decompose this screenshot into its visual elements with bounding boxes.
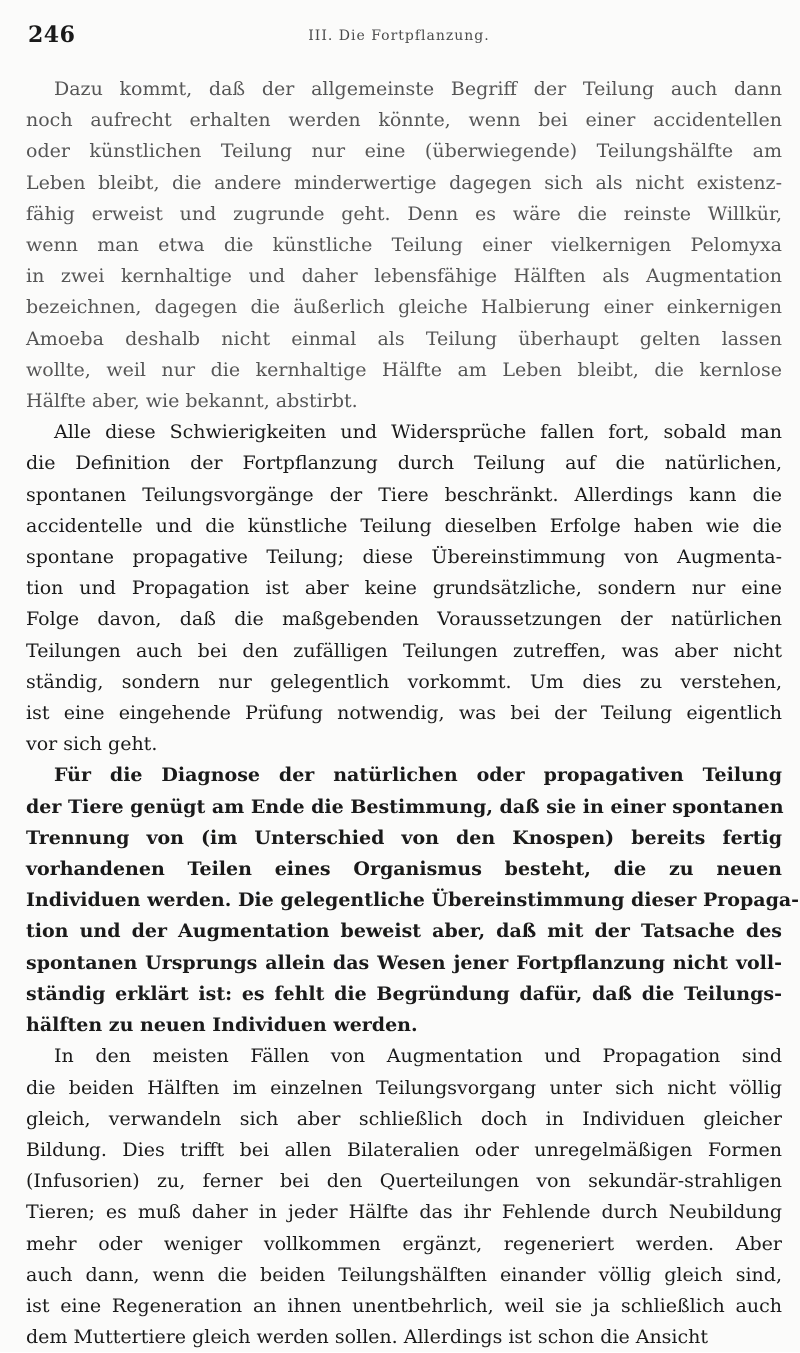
text-line: vorhandenen Teilen eines Organismus besteht, die zu neuen: [26, 858, 782, 881]
paragraph: [26, 74, 782, 417]
text-line: accidentelle und die künstliche Teilung dieselben Erfolge haben wie die: [26, 514, 782, 537]
body-text: [26, 74, 800, 1353]
text-line: Bildung. Dies trifft bei allen Bilateralien oder unregelmäßigen Formen: [26, 1138, 782, 1161]
text-line: oder künstlichen Teilung nur eine (überwiegende) Teilungshälfte am: [26, 140, 782, 163]
text-line: hälften zu neuen Individuen werden.: [26, 1014, 418, 1037]
text-line: mehr oder weniger vollkommen ergänzt, regeneriert werden. Aber: [26, 1232, 782, 1255]
text-line: tion und der Augmentation beweist aber, daß mit der Tatsache des: [26, 920, 782, 943]
text-line: (Infusorien) zu, ferner bei den Querteilungen von sekundär-strahligen: [26, 1170, 782, 1193]
text-line: ist eine Regeneration an ihnen unentbehrlich, weil sie ja schließlich auch: [26, 1294, 782, 1317]
text-line: bezeichnen, dagegen die äußerlich gleiche Halbierung einer einkernigen: [26, 296, 782, 319]
text-line: Hälfte aber, wie bekannt, abstirbt.: [26, 390, 358, 413]
text-line: Individuen werden. Die gelegentliche Übereinstimmung dieser Propaga-: [26, 889, 800, 912]
text-line: Tieren; es muß daher in jeder Hälfte das ihr Fehlende durch Neubildung: [26, 1201, 782, 1224]
text-line: Folge davon, daß die maßgebenden Voraussetzungen der natürlichen: [26, 608, 782, 631]
page-number: 246: [28, 22, 76, 48]
text-line: Alle diese Schwierigkeiten und Widersprüche fallen fort, sobald man: [54, 421, 782, 444]
text-line: spontanen Ursprungs allein das Wesen jener Fortpflanzung nicht voll-: [26, 951, 782, 974]
text-line: Teilungen auch bei den zufälligen Teilungen zutreffen, was aber nicht: [26, 639, 782, 662]
text-line: wollte, weil nur die kernhaltige Hälfte am Leben bleibt, die kernlose: [26, 358, 782, 381]
text-line: dem Muttertiere gleich werden sollen. Allerdings ist schon die Ansicht: [26, 1326, 709, 1349]
text-line: fähig erweist und zugrunde geht. Denn es wäre die reinste Willkür,: [26, 202, 782, 225]
text-line: wenn man etwa die künstliche Teilung einer vielkernigen Pelomyxa: [26, 234, 782, 257]
text-line: ist eine eingehende Prüfung notwendig, was bei der Teilung eigentlich: [26, 702, 782, 725]
text-line: die Definition der Fortpflanzung durch Teilung auf die natürlichen,: [26, 452, 782, 475]
paragraph: [26, 1041, 782, 1353]
text-line: noch aufrecht erhalten werden könnte, wenn bei einer accidentellen: [26, 109, 782, 132]
text-line: der Tiere genügt am Ende die Bestimmung, daß sie in einer spontanen: [26, 795, 784, 818]
text-line: Amoeba deshalb nicht einmal als Teilung überhaupt gelten lassen: [26, 327, 782, 350]
text-line: gleich, verwandeln sich aber schließlich doch in Individuen gleicher: [26, 1107, 782, 1130]
text-line: die beiden Hälften im einzelnen Teilungsvorgang unter sich nicht völlig: [26, 1076, 782, 1099]
paragraph: [26, 760, 800, 1041]
text-line: ständig, sondern nur gelegentlich vorkommt. Um dies zu verstehen,: [26, 670, 782, 693]
text-line: spontane propagative Teilung; diese Übereinstimmung von Augmenta-: [26, 546, 782, 569]
text-line: auch dann, wenn die beiden Teilungshälften einander völlig gleich sind,: [26, 1263, 782, 1286]
text-line: In den meisten Fällen von Augmentation und Propagation sind: [54, 1045, 782, 1068]
paragraph: [26, 417, 782, 760]
text-line: Für die Diagnose der natürlichen oder propagativen Teilung: [54, 764, 782, 787]
text-line: spontanen Teilungsvorgänge der Tiere beschränkt. Allerdings kann die: [26, 483, 782, 506]
page-header: [28, 22, 770, 52]
text-line: vor sich geht.: [26, 733, 158, 756]
text-line: Trennung von (im Unterschied von den Knospen) bereits fertig: [26, 826, 782, 849]
text-line: ständig erklärt ist: es fehlt die Begründung dafür, daß die Teilungs-: [26, 982, 782, 1005]
text-line: Leben bleibt, die andere minderwertige dagegen sich als nicht existenz-: [26, 171, 782, 194]
text-line: Dazu kommt, daß der allgemeinste Begriff der Teilung auch dann: [54, 78, 782, 100]
text-line: in zwei kernhaltige und daher lebensfähige Hälften als Augmentation: [26, 265, 782, 288]
text-line: tion und Propagation ist aber keine grundsätzliche, sondern nur eine: [26, 577, 782, 600]
running-head: III. Die Fortpflanzung.: [308, 28, 490, 44]
